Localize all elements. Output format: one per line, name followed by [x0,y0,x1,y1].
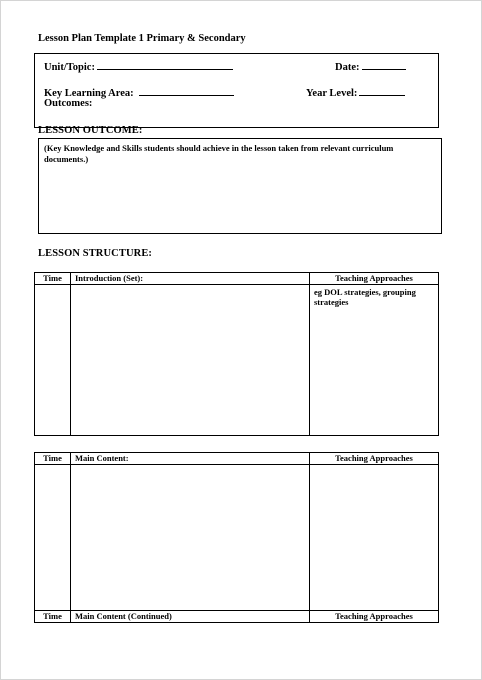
time-cell[interactable] [35,285,71,436]
year-level-blank[interactable] [359,85,405,96]
key-learning-area-label: Key Learning Area: [44,88,134,99]
introduction-cell[interactable] [71,285,310,436]
unit-topic-blank[interactable] [97,59,233,70]
lesson-info-box [34,53,439,128]
unit-topic-label: Unit/Topic: [44,62,95,73]
teaching-approaches-header: Teaching Approaches [310,273,439,285]
main-content-table [34,452,439,623]
main-content-header: Main Content: [71,453,310,465]
teaching-approaches-header: Teaching Approaches [310,453,439,465]
lesson-structure-heading: LESSON STRUCTURE: [38,248,153,259]
date-label: Date: [335,62,360,73]
teaching-approaches-note: eg DOL strategies, grouping strategies [314,287,416,307]
time-header: Time [35,273,71,285]
document-title: Lesson Plan Template 1 Primary & Secondary [38,33,246,44]
time-header: Time [35,453,71,465]
lesson-outcome-instruction: (Key Knowledge and Skills students should achieve in the lesson taken from relevant curriculum documents.) [44,143,394,164]
year-level-field[interactable] [306,85,405,99]
date-field[interactable] [335,59,406,73]
introduction-table [34,272,439,436]
main-content-continued-header: Main Content (Continued) [71,611,310,623]
outcomes-label: Outcomes: [44,98,93,109]
time-header-continued: Time [35,611,71,623]
unit-topic-field[interactable] [44,59,233,73]
introduction-header: Introduction (Set): [71,273,310,285]
teaching-approaches-cell[interactable] [310,285,439,436]
main-content-cell[interactable] [71,465,310,611]
time-cell[interactable] [35,465,71,611]
teaching-approaches-cell[interactable] [310,465,439,611]
teaching-approaches-header-continued: Teaching Approaches [310,611,439,623]
lesson-outcome-box[interactable] [38,138,442,234]
year-level-label: Year Level: [306,88,358,99]
key-learning-area-blank[interactable] [139,85,234,96]
date-blank[interactable] [362,59,406,70]
lesson-outcome-heading: LESSON OUTCOME: [38,125,143,136]
key-learning-area-field[interactable] [44,85,234,99]
